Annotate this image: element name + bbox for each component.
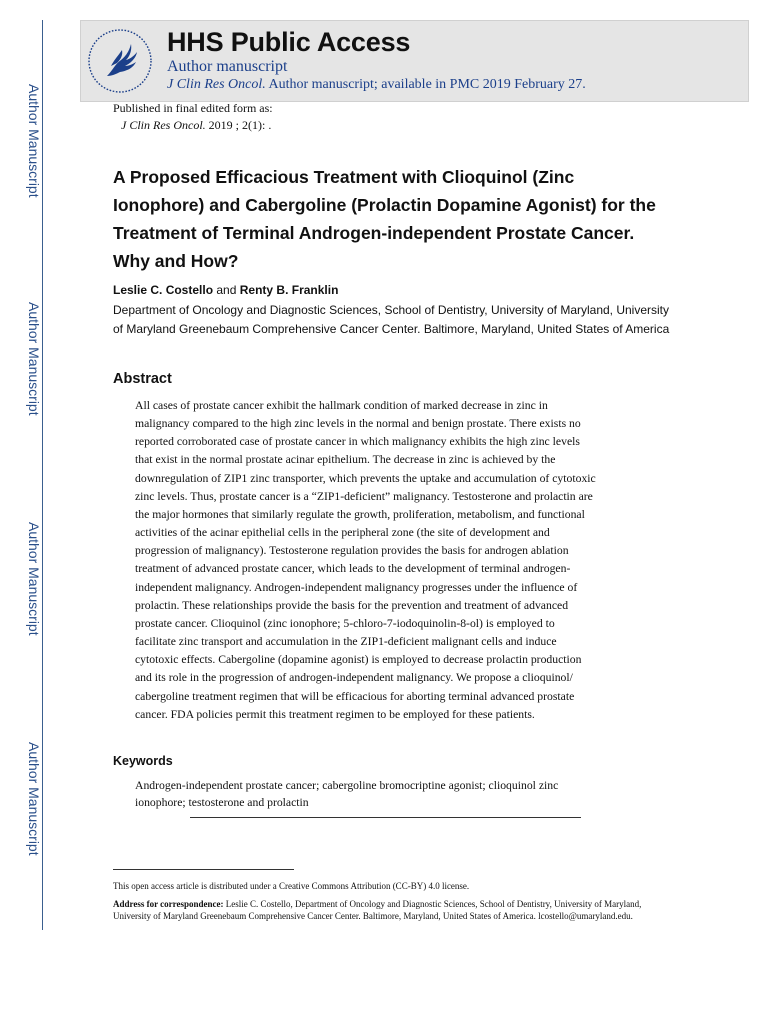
hhs-public-access-title: HHS Public Access bbox=[167, 27, 411, 57]
abstract-line: malignancy compared to the high zinc levels in the normal and benign prostate. There exists no bbox=[135, 417, 581, 431]
abstract-line: facilitate zinc transport and accumulation in the ZIP1-deficient malignant cells and induce bbox=[135, 635, 557, 649]
availability-text: Author manuscript; available in PMC 2019 February 27. bbox=[265, 77, 586, 92]
author-conjunction: and bbox=[213, 283, 240, 297]
abstract-line: cabergoline treatment regimen that will be efficacious for aborting terminal advanced prostate bbox=[135, 689, 575, 703]
hhs-eagle-logo-icon bbox=[85, 26, 155, 96]
abstract-line: and its role in the progression of androgen-independent malignancy. We propose a clioquinol/ bbox=[135, 671, 573, 685]
footnote-divider bbox=[113, 869, 294, 870]
affiliation: Department of Oncology and Diagnostic Sciences, School of Dentistry, University of Maryland, University of Maryland Greenebaum Comprehensive Cancer Center. Baltimore, Maryland, United States of America bbox=[113, 303, 670, 336]
journal-name: J Clin Res Oncol. bbox=[167, 77, 266, 92]
sidebar-label-3: Author Manuscript bbox=[26, 522, 42, 636]
published-volume: 2019 ; 2(1): . bbox=[205, 118, 272, 132]
abstract-heading: Abstract bbox=[113, 371, 172, 387]
abstract-line: treatment of advanced prostate cancer, which leads to the development of terminal androgen- bbox=[135, 562, 571, 576]
abstract-line: that exist in the normal prostate acinar epithelium. The decrease in zinc is achieved by the bbox=[135, 453, 556, 467]
correspondence-label: Address for correspondence: bbox=[113, 898, 224, 909]
keywords-heading: Keywords bbox=[113, 754, 173, 768]
abstract-line: independent malignancy. Androgen-independent malignancy progresses under the influence of bbox=[135, 580, 578, 594]
abstract-line: the major hormones that similarly regulate the growth, proliferation, metabolism, and functional bbox=[135, 507, 585, 521]
author-name: Renty B. Franklin bbox=[239, 283, 339, 297]
abstract-line: reported corroborated case of prostate cancer in which malignancy exhibits the high zinc levels bbox=[135, 435, 580, 449]
license-note: This open access article is distributed under a Creative Commons Attribution (CC-BY) 4.0 license. bbox=[113, 881, 470, 891]
published-citation bbox=[113, 117, 273, 134]
sidebar-label-4: Author Manuscript bbox=[26, 742, 42, 856]
author-manuscript-label: Author manuscript bbox=[167, 58, 288, 75]
correspondence-note bbox=[113, 898, 653, 923]
published-info bbox=[113, 100, 273, 134]
footnotes bbox=[113, 880, 653, 923]
author-name: Leslie C. Costello bbox=[113, 283, 214, 297]
abstract-line: progression of malignancy). Testosterone regulation provides the basis for androgen ablation bbox=[135, 544, 569, 558]
correspondence-text: Leslie C. Costello, Department of Oncology and Diagnostic Sciences, School of Dentistry, University of Maryland, University of Maryland Greenebaum Comprehensive Cancer Center. Baltimore, Maryland, United States of America. lcostello@umaryland.edu. bbox=[113, 898, 642, 921]
abstract-line: prolactin. These relationships provide the basis for the prevention and treatment of advanced bbox=[135, 598, 569, 612]
abstract-line: cancer. FDA policies permit this treatment regimen to be employed for these patients. bbox=[135, 707, 535, 721]
article-title: A Proposed Efficacious Treatment with Clioquinol (Zinc Ionophore) and Cabergoline (Prolactin Dopamine Agonist) for the Treatment of Terminal Androgen-independent Prostate Cancer. Why and How? bbox=[113, 167, 656, 271]
published-journal: J Clin Res Oncol. bbox=[121, 118, 206, 132]
abstract-line: zinc levels. Thus, prostate cancer is a “ZIP1-deficient” malignancy. Testosterone and prolactin are bbox=[135, 489, 593, 503]
keywords-divider bbox=[190, 817, 581, 818]
sidebar-label-1: Author Manuscript bbox=[26, 84, 42, 198]
journal-availability bbox=[167, 77, 586, 93]
author-list bbox=[113, 283, 338, 297]
published-label: Published in final edited form as: bbox=[113, 101, 273, 115]
keywords-text: Androgen-independent prostate cancer; cabergoline bromocriptine agonist; clioquinol zinc ionophore; testosterone and prolactin bbox=[135, 779, 559, 809]
sidebar-label-2: Author Manuscript bbox=[26, 302, 42, 416]
abstract-line: downregulation of ZIP1 zinc transporter, which prevents the uptake and accumulation of cytotoxic bbox=[135, 471, 596, 485]
hhs-header bbox=[80, 20, 749, 102]
abstract-line: prostate cancer. Clioquinol (zinc ionophore; 5-chloro-7-iodoquinolin-8-ol) is employed to bbox=[135, 616, 555, 630]
abstract-line: activities of the acinar epithelial cells in the peripheral zone (the site of development and bbox=[135, 526, 550, 540]
abstract-body bbox=[135, 397, 635, 724]
abstract-line: cytotoxic effects. Cabergoline (dopamine agonist) is employed to decrease prolactin production bbox=[135, 653, 582, 667]
abstract-line: All cases of prostate cancer exhibit the hallmark condition of marked decrease in zinc in bbox=[135, 399, 548, 412]
